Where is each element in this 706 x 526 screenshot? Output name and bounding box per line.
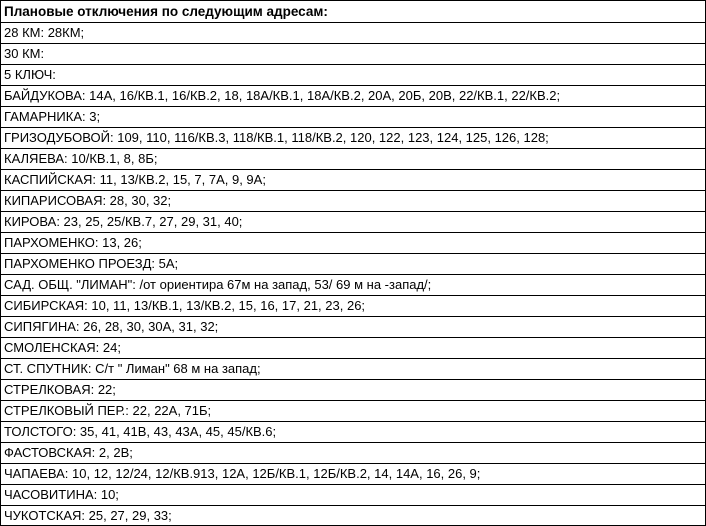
address-row: КИРОВА: 23, 25, 25/КВ.7, 27, 29, 31, 40; [1, 211, 705, 232]
address-row: СТ. СПУТНИК: С/т " Лиман" 68 м на запад; [1, 358, 705, 379]
address-row: 28 КМ: 28КМ; [1, 22, 705, 43]
address-row: 5 КЛЮЧ: [1, 64, 705, 85]
address-row: ПАРХОМЕНКО ПРОЕЗД: 5А; [1, 253, 705, 274]
address-row: СТРЕЛКОВЫЙ ПЕР.: 22, 22А, 71Б; [1, 400, 705, 421]
address-row: ПАРХОМЕНКО: 13, 26; [1, 232, 705, 253]
address-rows [1, 22, 705, 526]
address-row: БАЙДУКОВА: 14А, 16/КВ.1, 16/КВ.2, 18, 18А/КВ.1, 18А/КВ.2, 20А, 20Б, 20В, 22/КВ.1, 22/КВ.2; [1, 85, 705, 106]
address-row: 30 КМ: [1, 43, 705, 64]
table-title: Плановые отключения по следующим адресам: [4, 4, 328, 19]
address-row: ГРИЗОДУБОВОЙ: 109, 110, 116/КВ.3, 118/КВ.1, 118/КВ.2, 120, 122, 123, 124, 125, 126, 128; [1, 127, 705, 148]
address-row: КАСПИЙСКАЯ: 11, 13/КВ.2, 15, 7, 7А, 9, 9А; [1, 169, 705, 190]
address-row: ЧУКОТСКАЯ: 25, 27, 29, 33; [1, 505, 705, 526]
address-row: КИПАРИСОВАЯ: 28, 30, 32; [1, 190, 705, 211]
address-row: ТОЛСТОГО: 35, 41, 41В, 43, 43А, 45, 45/КВ.6; [1, 421, 705, 442]
address-row: СИПЯГИНА: 26, 28, 30, 30А, 31, 32; [1, 316, 705, 337]
address-row: ГАМАРНИКА: 3; [1, 106, 705, 127]
address-row: КАЛЯЕВА: 10/КВ.1, 8, 8Б; [1, 148, 705, 169]
address-row: САД. ОБЩ. "ЛИМАН": /от ориентира 67м на запад, 53/ 69 м на -запад/; [1, 274, 705, 295]
address-row: ЧАСОВИТИНА: 10; [1, 484, 705, 505]
address-row: СТРЕЛКОВАЯ: 22; [1, 379, 705, 400]
address-row: СМОЛЕНСКАЯ: 24; [1, 337, 705, 358]
address-row: СИБИРСКАЯ: 10, 11, 13/КВ.1, 13/КВ.2, 15, 16, 17, 21, 23, 26; [1, 295, 705, 316]
address-row: ЧАПАЕВА: 10, 12, 12/24, 12/КВ.913, 12А, 12Б/КВ.1, 12Б/КВ.2, 14, 14А, 16, 26, 9; [1, 463, 705, 484]
address-row: ФАСТОВСКАЯ: 2, 2В; [1, 442, 705, 463]
